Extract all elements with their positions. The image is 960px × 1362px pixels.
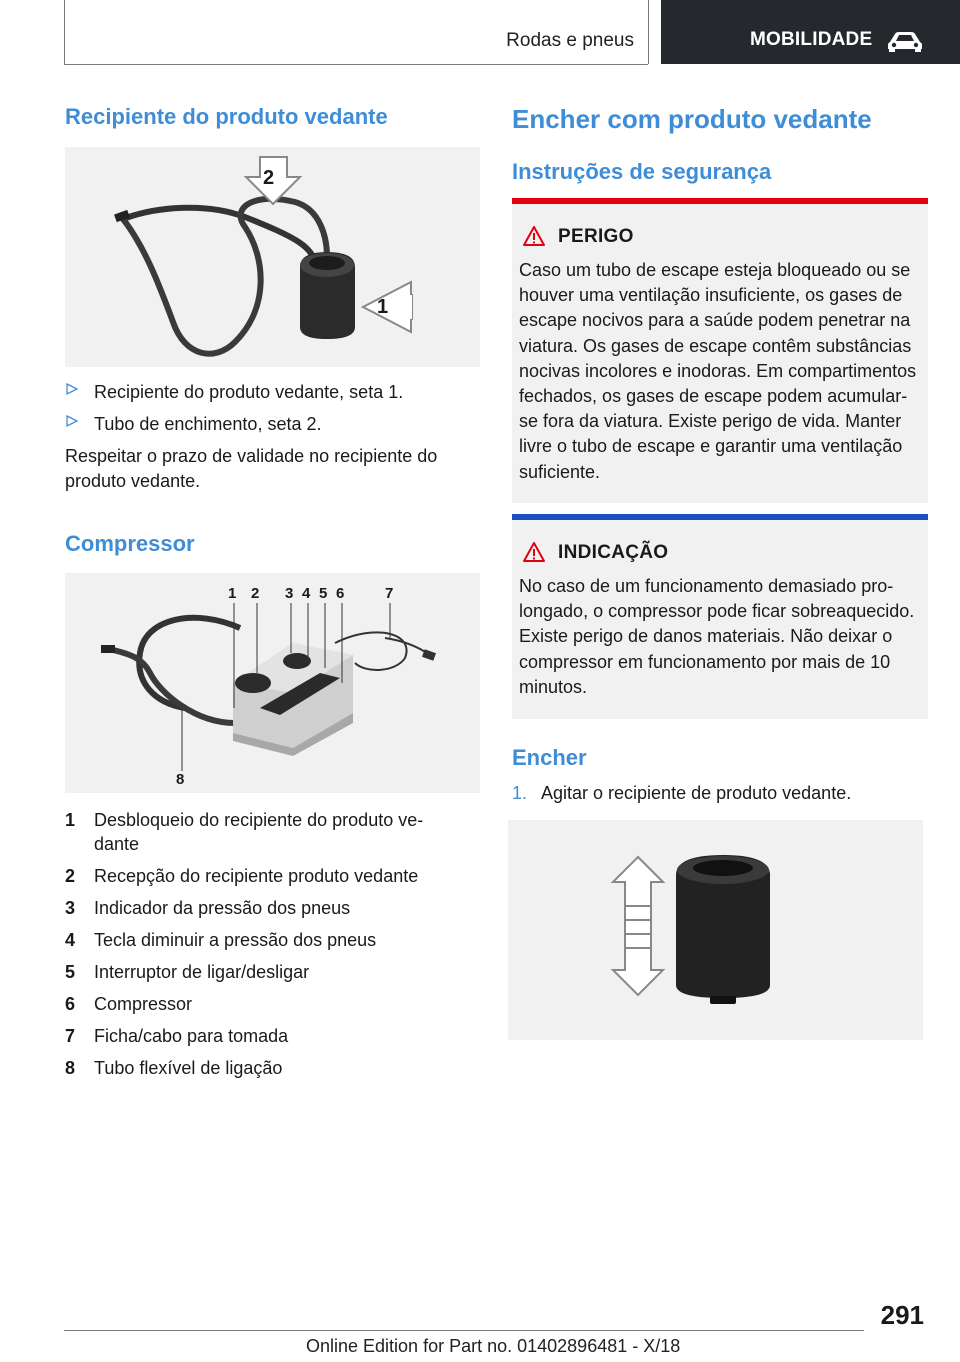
compressor-heading: Compressor xyxy=(65,531,195,556)
compressor-callout-6: 6 xyxy=(336,585,345,602)
compressor-callout-7: 7 xyxy=(385,585,394,602)
compressor-illustration xyxy=(65,573,480,793)
triangle-bullet-icon xyxy=(65,414,79,428)
footer-rule xyxy=(64,1330,864,1331)
danger-bar xyxy=(512,198,928,204)
fill-heading: Encher xyxy=(512,745,587,770)
shake-bottle-figure xyxy=(508,820,923,1040)
warning-triangle-icon xyxy=(522,541,546,563)
shake-bottle-illustration xyxy=(508,820,923,1040)
compressor-callout-4: 4 xyxy=(302,585,311,602)
danger-title: PERIGO xyxy=(558,226,634,247)
compressor-callout-5: 5 xyxy=(319,585,328,602)
compressor-callout-2: 2 xyxy=(251,585,260,602)
notice-bar xyxy=(512,514,928,520)
header-left-rule xyxy=(64,0,65,64)
compressor-figure xyxy=(65,573,480,793)
compressor-callout-8: 8 xyxy=(176,771,185,788)
triangle-bullet-icon xyxy=(65,382,79,396)
sealant-expiry-note: Respeitar o prazo de validade no recipiente do produto vedante. xyxy=(65,446,438,491)
step-text: Agitar o recipiente de produto vedante. xyxy=(541,783,852,803)
fill-sealant-heading: Encher com produto vedante xyxy=(512,104,872,134)
figure-arrow-label-2: 2 xyxy=(263,167,275,189)
header-divider xyxy=(648,0,649,64)
warning-triangle-icon xyxy=(522,225,546,247)
page-number: 291 xyxy=(880,1300,924,1330)
sealant-container-figure xyxy=(65,147,480,367)
figure-arrow-label-1: 1 xyxy=(377,296,389,318)
notice-title: INDICAÇÃO xyxy=(558,542,669,563)
compressor-callout-1: 1 xyxy=(228,585,237,602)
header-rule xyxy=(64,64,648,65)
danger-text: Caso um tubo de escape esteja bloqueado ou se houver uma ventilação insuficiente, os gases de escape nocivos para a saúde podem penetrar na viatura. Os gases de escape contêm substâncias nocivas incolores e inodoras. Em compartimentos fechados, os gases de escape podem acumular-se fora da viatura. Existe perigo de vida. Manter livre o tubo de escape e garantir uma ventilação suficiente. xyxy=(519,260,917,482)
header-chapter-title: MOBILIDADE xyxy=(750,29,873,50)
car-icon xyxy=(886,30,924,52)
notice-text: No caso de um funcionamento demasiado prolongado, o compressor pode ficar sobreaquecido. Existe perigo de danos materiais. Não deixar o compressor em funcionamento por mais de 10 minutos. xyxy=(519,576,915,697)
notice-box xyxy=(512,514,928,719)
header-section-title: Rodas e pneus xyxy=(506,30,634,51)
danger-box xyxy=(512,198,928,503)
compressor-callout-3: 3 xyxy=(285,585,294,602)
sealant-container-heading: Recipiente do produto vedante xyxy=(65,104,388,129)
step-number: 1. xyxy=(512,783,528,803)
safety-instructions-heading: Instruções de segurança xyxy=(512,159,772,184)
edition-footer: Online Edition for Part no. 01402896481 - X/18 xyxy=(306,1336,681,1356)
